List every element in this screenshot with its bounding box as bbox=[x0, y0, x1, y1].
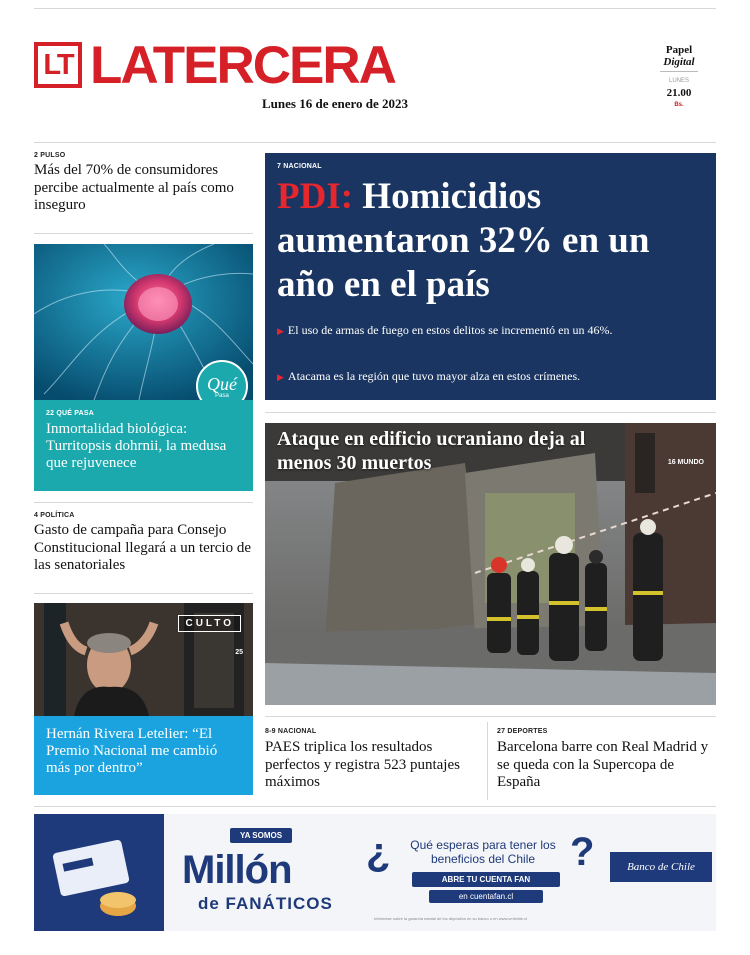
papel-digital-box[interactable] bbox=[656, 44, 702, 111]
papel-day: LUNES bbox=[668, 78, 689, 84]
story-headline[interactable]: Inmortalidad biológica: Turritopsis dohrnii, la medusa que rejuvenece bbox=[46, 421, 227, 471]
bank-logo[interactable]: Banco de Chile bbox=[610, 852, 712, 882]
story-kicker: 22 QUÉ PASA bbox=[46, 410, 94, 417]
story-kicker: 16 MUNDO bbox=[667, 459, 704, 466]
photo-story[interactable] bbox=[265, 423, 716, 705]
question-close-mark: ? bbox=[570, 830, 595, 874]
story-headline[interactable]: Barcelona barre con Real Madrid y se queda con la Supercopa de España bbox=[497, 739, 709, 790]
headline-rest: Homicidios aumentaron 32% en un año en el país bbox=[277, 176, 650, 305]
triangle-icon: ▶ bbox=[277, 372, 284, 382]
lead-story[interactable] bbox=[265, 153, 716, 400]
bullet-text: Atacama es la región que tuvo mayor alza en estos crímenes. bbox=[287, 369, 581, 383]
bottom-story-1[interactable] bbox=[265, 728, 477, 792]
divider bbox=[34, 233, 253, 234]
culto-story-headline[interactable]: Hernán Rivera Letelier: “El Premio Nacional me cambió más por dentro” bbox=[34, 716, 253, 795]
logo-wordmark[interactable]: LATERCERA bbox=[90, 36, 395, 95]
ya-somos-label: YA SOMOS bbox=[230, 828, 292, 843]
story-kicker: 27 DEPORTES bbox=[497, 728, 548, 735]
divider bbox=[265, 412, 716, 413]
card-and-food-icon bbox=[34, 814, 164, 931]
story-headline[interactable]: Gasto de campaña para Consejo Constitucional llegará a un tercio de las senatoriales bbox=[34, 522, 252, 573]
story-kicker: 4 POLÍTICA bbox=[34, 512, 75, 519]
divider bbox=[34, 593, 253, 594]
question-open-mark: ¿ bbox=[366, 830, 391, 874]
masthead-rule bbox=[34, 142, 716, 143]
divider bbox=[34, 806, 716, 807]
lead-bullet-1 bbox=[277, 323, 707, 339]
left-story-1[interactable] bbox=[34, 152, 253, 215]
writer-portrait-image[interactable] bbox=[34, 603, 253, 716]
bank-ad-banner[interactable] bbox=[34, 814, 716, 931]
papel-line-2: Digital bbox=[663, 56, 695, 68]
divider bbox=[34, 502, 253, 503]
badge-sub: Pasa bbox=[215, 393, 229, 399]
lead-bullet-2 bbox=[277, 369, 707, 385]
photo-headline[interactable]: Ataque en edificio ucraniano deja al menos 30 muertos bbox=[277, 428, 586, 474]
millon-text: Millón bbox=[182, 848, 292, 892]
left-story-2[interactable] bbox=[34, 512, 253, 575]
papel-price: 21.00 bbox=[666, 87, 692, 99]
column-divider bbox=[487, 722, 488, 800]
badge-label: Qué bbox=[207, 374, 237, 394]
lead-headline[interactable] bbox=[277, 175, 707, 307]
story-headline[interactable]: PAES triplica los resultados perfectos y registra 523 puntajes máximos bbox=[265, 739, 460, 790]
papel-line-1: Papel bbox=[665, 44, 693, 56]
story-kicker: 8-9 NACIONAL bbox=[265, 728, 317, 735]
teal-story[interactable] bbox=[34, 400, 253, 491]
story-headline[interactable]: Más del 70% de consumidores percibe actualmente al país como inseguro bbox=[34, 162, 234, 213]
open-account-button[interactable]: ABRE TU CUENTA FAN bbox=[412, 872, 560, 887]
triangle-icon: ▶ bbox=[277, 326, 284, 336]
edition-date: Lunes 16 de enero de 2023 bbox=[262, 96, 409, 111]
ad-fine-print: Infórmese sobre la garantía estatal de los depósitos en su banco o en www.cmfchile.cl bbox=[374, 916, 527, 921]
top-rule bbox=[34, 8, 716, 9]
bullet-text: El uso de armas de fuego en estos delitos se incrementó en un 46%. bbox=[287, 323, 613, 337]
ad-left-panel bbox=[34, 814, 164, 931]
divider bbox=[265, 716, 716, 717]
bottom-story-2[interactable] bbox=[497, 728, 716, 792]
fanaticos-text: de FANÁTICOS bbox=[198, 894, 333, 913]
culto-tag[interactable]: CULTO bbox=[178, 615, 241, 632]
ad-url-link[interactable]: en cuentafan.cl bbox=[429, 890, 543, 903]
headline-red: PDI: bbox=[277, 176, 354, 217]
story-kicker: 7 NACIONAL bbox=[277, 163, 322, 170]
logo-mark[interactable]: LT bbox=[34, 42, 82, 88]
ad-question: Qué esperas para tener los beneficios del Chile bbox=[410, 838, 556, 866]
papel-currency: Bs. bbox=[674, 102, 684, 108]
page-number: 25 bbox=[235, 649, 243, 656]
story-kicker: 2 PULSO bbox=[34, 152, 66, 159]
